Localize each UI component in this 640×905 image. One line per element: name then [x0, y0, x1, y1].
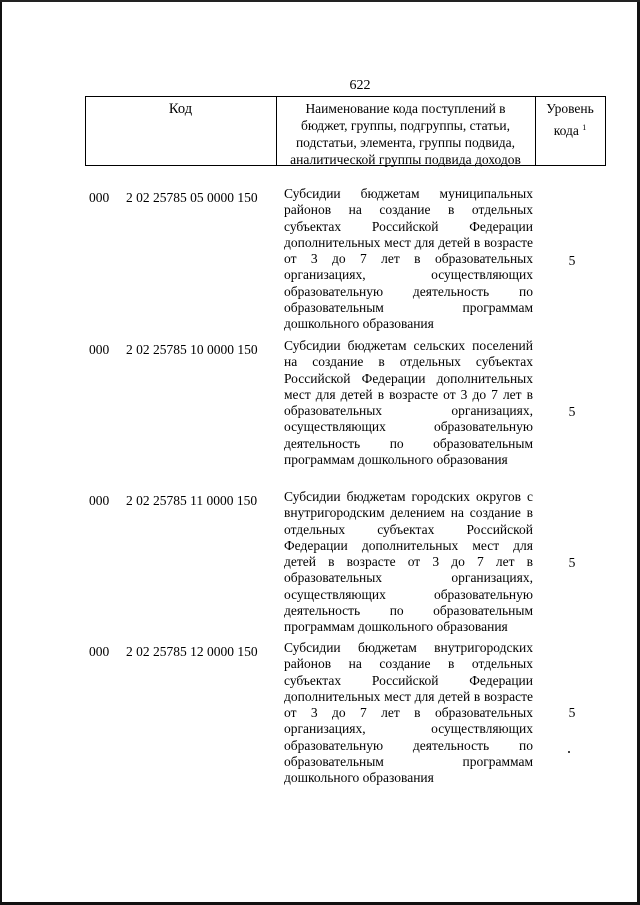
row-prefix: 000 [89, 644, 110, 659]
header-name-line: бюджет, группы, подгруппы, статьи, [301, 118, 510, 133]
header-level-word: кода [553, 123, 579, 138]
row-prefix: 000 [89, 190, 110, 205]
row-name: Субсидии бюджетам муниципальных районов на создание в отдельных субъектах Российской Федерации дополнительных мест для детей в возрасте от 3 до 7 лет в образовательных организациях, осуществляющих образовательную деятельность по образовательным программам дошкольного образования [284, 186, 533, 332]
row-name: Субсидии бюджетам сельских поселений на создание в отдельных субъектах Российской Федерации дополнительных мест для детей в возрасте от 3 до 7 лет в образовательных организациях, осуществляющих образовательную деятельность по образовательным программам дошкольного образования [284, 338, 533, 468]
row-prefix: 000 [89, 342, 110, 357]
row-name: Субсидии бюджетам внутригородских районов на создание в отдельных субъектах Российской Федерации дополнительных мест для детей в возрасте от 3 до 7 лет в образовательных организациях, осуществляющих образовательную деятельность по образовательным программам дошкольного образования [284, 640, 533, 786]
header-name [277, 100, 534, 168]
row-level: 5 [568, 555, 576, 570]
header-name-line: подстатьи, элемента, группы подвида, [295, 135, 516, 150]
row-level: 5 [568, 404, 576, 419]
header-code: Код [168, 101, 193, 117]
page-number: 622 [349, 78, 371, 93]
header-level [536, 99, 604, 140]
row-level: 5 [568, 253, 576, 268]
header-level-line [536, 118, 604, 140]
row-prefix: 000 [89, 493, 110, 508]
row-code: 2 02 25785 12 0000 150 [126, 644, 258, 659]
header-name-line: аналитической группы подвида доходов [290, 152, 521, 167]
header-name-line: Наименование кода поступлений в [305, 101, 506, 116]
scan-speck [568, 751, 570, 753]
table-header-divider-right [605, 96, 606, 166]
scan-border-top [0, 0, 640, 2]
header-level-line: Уровень [546, 101, 594, 116]
row-level: 5 [568, 705, 576, 720]
scan-border-left [0, 0, 2, 905]
row-name: Субсидии бюджетам городских округов с внутригородским делением на создание в отдельных субъектах Российской Федерации дополнительных мест для детей в возрасте от 3 до 7 лет в образовательных организациях, осуществляющих образовательную деятельность по образовательным программам дошкольного образования [284, 489, 533, 635]
table-header-top-rule [85, 96, 606, 97]
row-code: 2 02 25785 10 0000 150 [126, 342, 258, 357]
header-level-footnote: 1 [582, 123, 587, 132]
row-code: 2 02 25785 11 0000 150 [126, 493, 258, 508]
row-code: 2 02 25785 05 0000 150 [126, 190, 258, 205]
